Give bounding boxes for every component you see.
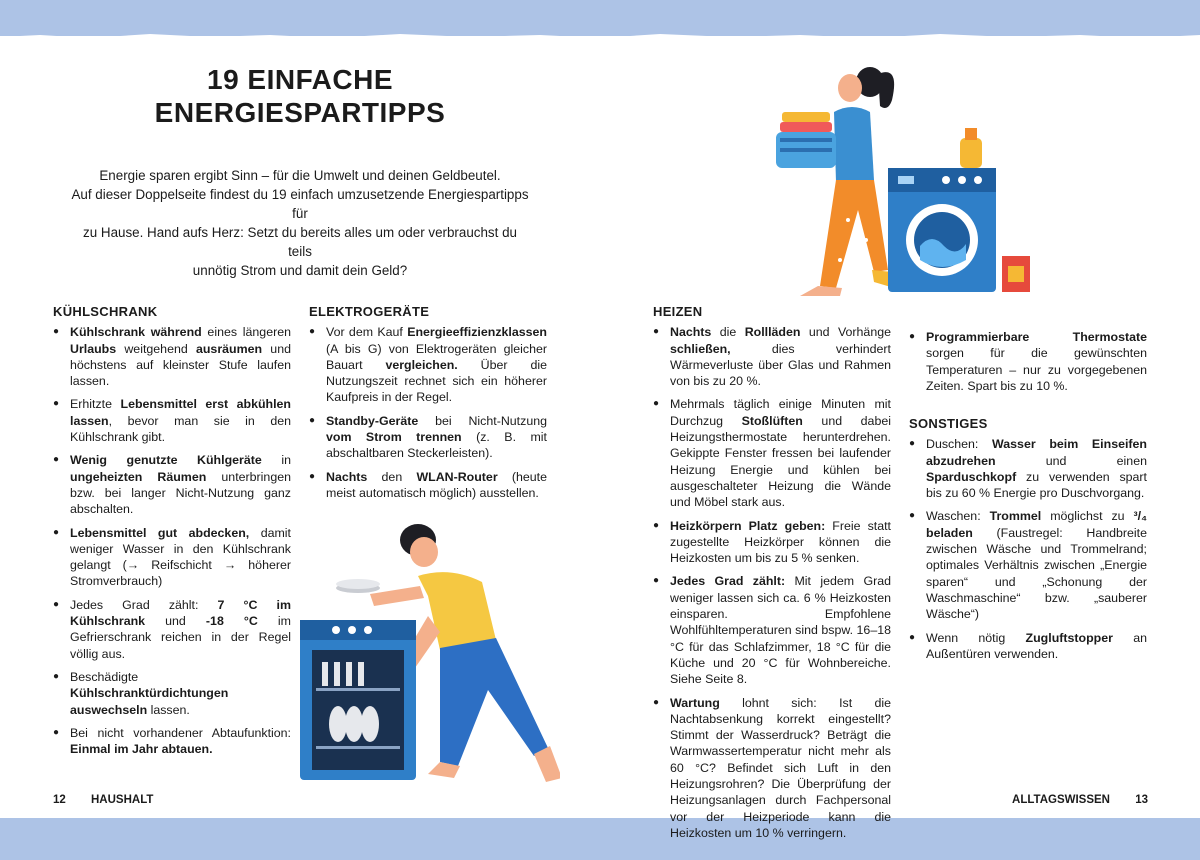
tip-text: in (261, 453, 291, 468)
tip-list (653, 324, 891, 841)
tip-text: Duschen: (926, 437, 993, 452)
footer-label-right: ALLTAGSWISSEN (1012, 794, 1110, 806)
tip-item (53, 396, 291, 445)
section-sonstiges (909, 416, 1147, 669)
tip-bold-text: Nachts (670, 325, 712, 340)
tip-text: und Vorhänge (800, 325, 891, 340)
page-title-line2: ENERGIESPARTIPPS (154, 97, 446, 128)
torn-paper-edge-bottom (0, 810, 1200, 824)
tip-item (53, 669, 291, 718)
tip-item (53, 525, 291, 590)
section-elektrogeraete (309, 304, 547, 508)
tip-text: Erhitzte (70, 397, 121, 412)
tip-text: dies verhindert Wärmeverluste über Glas und Rahmen von bis zu 20 %. (670, 341, 891, 389)
tip-item (909, 630, 1147, 663)
tip-text: lohnt sich: Ist die Nachtabsenkung korrekt eingestellt? Stimmt der Wasserdruck? Beträgt die Warmwassertemperatur nicht mehr als 60 °C? Befindet sich Luft in den Heizungsrohren? Die Überprüfung der Heizungsanlagen durch Fachpersonal vor der Heizperiode kann die Heizkosten um 10 % verringern. (670, 695, 891, 840)
tip-bold-text: Heizkörpern Platz geben: (670, 518, 826, 533)
page-number-right: 13 (1135, 794, 1148, 806)
section-heading: ELEKTROGERÄTE (309, 304, 430, 319)
tip-bold-text: Stoßlüften (741, 413, 803, 428)
tip-text: an Außentüren verwenden. (926, 630, 1147, 661)
tip-text: weitgehend (116, 341, 196, 356)
section-kuehlschrank (53, 304, 291, 764)
tip-item (653, 324, 891, 389)
tip-bold-text: Lebensmittel erst abkühlen lassen (70, 397, 292, 428)
tip-item (653, 573, 891, 687)
tip-bold-text: ungeheizten Räumen (70, 469, 207, 484)
tip-text: damit weniger Wasser in den Kühlschrank gelangt (→ Reifschicht → höherer Stromverbrauch) (70, 525, 291, 589)
tip-bold-text: Zugluftstopper (1025, 630, 1113, 645)
tip-bold-text: vergleichen. (385, 357, 458, 372)
dishwasher-illustration (300, 520, 560, 785)
footer-left (53, 794, 153, 806)
tip-text: im Gefrierschrank reichen in der Regel völlig aus. (70, 614, 291, 661)
footer-right (1012, 794, 1148, 806)
tip-item (309, 469, 547, 502)
tip-bold-text: Programmierbare Thermostate (926, 330, 1147, 344)
tip-item (653, 518, 891, 567)
tip-bold-text: Trommel (989, 509, 1042, 524)
tip-text: (heute meist automatisch möglich) ausstellen. (326, 469, 548, 500)
tip-item (653, 695, 891, 842)
tip-text: Vor dem Kauf (326, 325, 408, 340)
tip-text: , bevor man sie in den Kühlschrank gibt. (70, 413, 291, 445)
tip-text: möglichst zu (1041, 509, 1134, 524)
tip-bold-text: Wartung (670, 695, 720, 710)
tip-item (909, 436, 1147, 501)
tip-text: die (711, 325, 745, 340)
tip-text: unterbringen bzw. bei langer Nicht-Nutzung ganz abschalten. (70, 469, 291, 517)
tip-bold-text: Energieeffizienzklassen (407, 325, 547, 340)
intro-line: Auf dieser Doppelseite findest du 19 einfach umzusetzende Energiespartipps für (71, 187, 529, 221)
tip-item (909, 329, 1147, 394)
section-heizen-continued (909, 329, 1147, 401)
page-number-left: 12 (53, 794, 66, 806)
intro-line: unnötig Strom und damit dein Geld? (192, 263, 408, 278)
tip-bold-text: Urlaubs (70, 341, 117, 356)
tip-item (309, 413, 547, 462)
tip-text: Mehrmals täglich einige Minuten mit Durchzug (670, 397, 891, 428)
tip-item (53, 725, 291, 758)
tip-bold-text: WLAN-Router (416, 469, 498, 484)
tip-text: (z. B. mit abschaltbaren Steckerleisten). (326, 430, 547, 461)
tip-item (653, 396, 891, 510)
intro-line: zu Hause. Hand aufs Herz: Setzt du bereits alles um oder verbrauchst du teils (83, 225, 517, 259)
tip-text: Mit jedem Grad weniger lassen sich ca. 6 % Heizkosten einsparen. Empfohlene Wohlfühltemperaturen sind bspw. 16–18 °C für das Schlafzimmer, 18 °C für die Küche und 20 °C für Wohnbereiche. Siehe Seite 8. (670, 574, 892, 687)
tip-text: sorgen für die gewünschten Temperaturen – nur zu vorgegebenen Zeiten. Spart bis zu 10 %. (926, 346, 1147, 393)
page-title (120, 63, 480, 129)
section-heizen (653, 304, 891, 848)
tip-bold-text: vom Strom trennen (326, 430, 462, 445)
tip-text: eines längeren (201, 325, 291, 340)
intro-line: Energie sparen ergibt Sinn – für die Umwelt und deinen Geldbeutel. (99, 168, 501, 183)
tip-bold-text: schließen, (670, 341, 731, 356)
tip-item (53, 597, 291, 662)
tip-bold-text: Kühlschranktürdichtungen auswechseln (70, 686, 229, 717)
tip-bold-text: Nachts (326, 469, 368, 484)
tip-text: Bei nicht vorhandener Abtaufunktion: (70, 725, 291, 740)
tip-item (309, 324, 547, 405)
tip-text: zu verwenden spart bis zu 60 % Energie pro Duschvorgang. (926, 469, 1147, 501)
tip-text: (Faustregel: Handbreite zwischen Wäsche und Trommelrand; optimales Verhältnis zwischen „Energie sparen“ und „Schonung der Waschmaschine“ bzw. „sauberer Wäsche“) (926, 525, 1147, 622)
page-title-line1: 19 EINFACHE (207, 64, 393, 95)
tip-list (909, 329, 1147, 394)
tip-bold-text: Sparduschkopf (926, 469, 1017, 484)
tip-bold-text: -18 °C (205, 614, 258, 629)
tip-bold-text: Kühlschrank während (70, 325, 202, 340)
tip-text: und einen (995, 453, 1147, 468)
tip-item (909, 508, 1147, 622)
tip-text: Über die Nutzungszeit rechnet sich ein höherer Kaufpreis in der Regel. (326, 357, 547, 405)
tip-item (53, 324, 291, 389)
tip-text: (A bis G) von Elektrogeräten gleicher Bauart (326, 341, 547, 372)
tip-list (909, 436, 1147, 662)
laundry-illustration (770, 60, 1040, 300)
tip-bold-text: Jedes Grad zählt: (670, 574, 786, 589)
section-heading: KÜHLSCHRANK (53, 304, 158, 319)
tip-bold-text: 7 °C im Kühlschrank (70, 597, 291, 629)
tip-list (53, 324, 291, 757)
tip-text: Beschädigte (70, 669, 139, 684)
tip-list (309, 324, 547, 501)
tip-bold-text: Einmal im Jahr abtauen. (70, 742, 213, 757)
section-heading: SONSTIGES (909, 416, 988, 431)
tip-bold-text: Wasser beim Einseifen abzudrehen (926, 437, 1148, 468)
tip-text: Jedes Grad zählt: (70, 597, 218, 612)
section-heading: HEIZEN (653, 304, 703, 319)
tip-text: den (367, 469, 417, 484)
tip-bold-text: Standby-Geräte (326, 413, 419, 428)
tip-bold-text: Wenig genutzte Kühlgeräte (70, 453, 262, 468)
tip-bold-text: ³/₄ beladen (926, 509, 1148, 540)
intro-paragraph (70, 166, 530, 280)
tip-bold-text: Rollläden (744, 325, 801, 340)
tip-text: und dabei Heizungsthermostate herunterdrehen. Gekippte Fenster fressen bei laufender Heizung Energie und kühlen bei ausgeschalteter Heizung die Wände und Möbel stark aus. (670, 413, 891, 510)
footer-label-left: HAUSHALT (91, 794, 154, 806)
tip-text: Freie statt zugestellte Heizkörper können die Heizkosten um bis zu 5 % senken. (670, 518, 891, 566)
tip-text: lassen. (147, 702, 190, 717)
tip-text: bei Nicht-Nutzung (418, 413, 547, 428)
tip-bold-text: Lebensmittel gut abdecken, (70, 525, 250, 540)
tip-item (53, 452, 291, 517)
tip-text: Waschen: (926, 509, 990, 524)
tip-text: Wenn nötig (926, 630, 1026, 645)
tip-text: und (145, 614, 206, 629)
tip-bold-text: ausräumen (195, 341, 263, 356)
torn-paper-edge-top (0, 28, 1200, 42)
tip-text: und höchstens auf kleinster Stufe laufen lassen. (70, 341, 291, 389)
